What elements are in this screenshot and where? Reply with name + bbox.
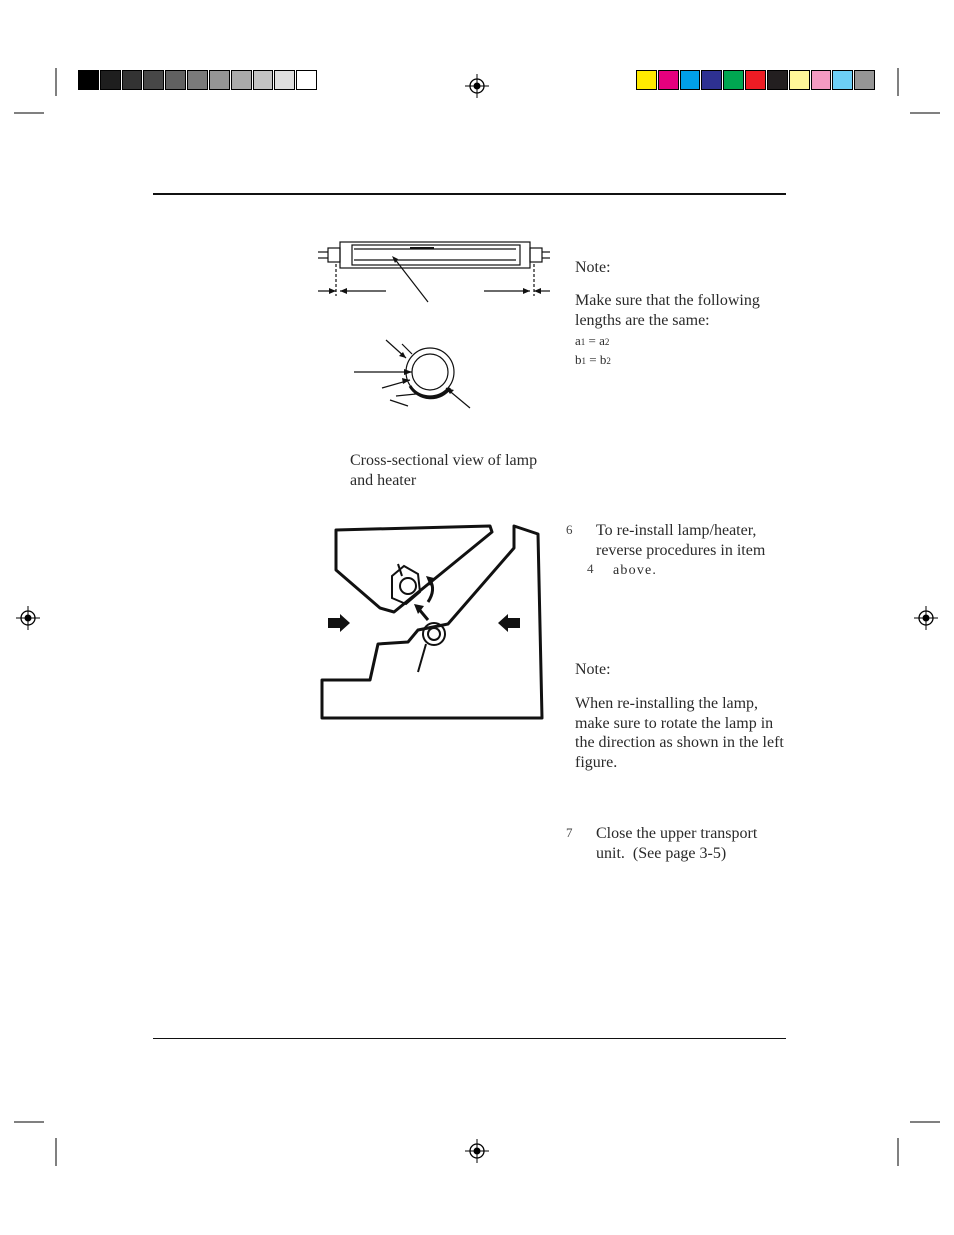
step-text: above. — [613, 563, 658, 578]
registration-target-icon — [465, 1139, 489, 1163]
note-text: When re-installing the lamp, make sure to rotate the lamp in the direction as shown in the left figure. — [575, 695, 784, 771]
figure-caption: Cross-sectional view of lamp and heater — [350, 452, 538, 489]
note-label: Note: — [575, 259, 611, 276]
lamp-reinstall-figure — [318, 520, 546, 724]
step-text: Close the upper transport — [596, 825, 758, 842]
step-text: reverse procedures in item — [596, 542, 766, 559]
equation-a: a1 = a2 — [575, 333, 610, 348]
step-text: unit. (See page 3-5) — [596, 845, 727, 862]
item-reference: 4 — [587, 561, 594, 576]
registration-target-icon — [16, 606, 40, 630]
lamp-side-view-figure — [316, 236, 552, 306]
step-number: 6 — [566, 522, 573, 537]
equation-b: b1 = b2 — [575, 352, 611, 367]
registration-target-icon — [465, 74, 489, 98]
note-label: Note: — [575, 661, 611, 678]
step-number: 7 — [566, 825, 573, 840]
step-text: To re-install lamp/heater, — [596, 522, 757, 539]
footer-rule — [153, 1038, 786, 1039]
registration-target-icon — [914, 606, 938, 630]
lamp-cross-section-figure — [350, 336, 480, 412]
header-rule — [153, 193, 786, 195]
note-text: Make sure that the following lengths are the same: — [575, 292, 760, 329]
